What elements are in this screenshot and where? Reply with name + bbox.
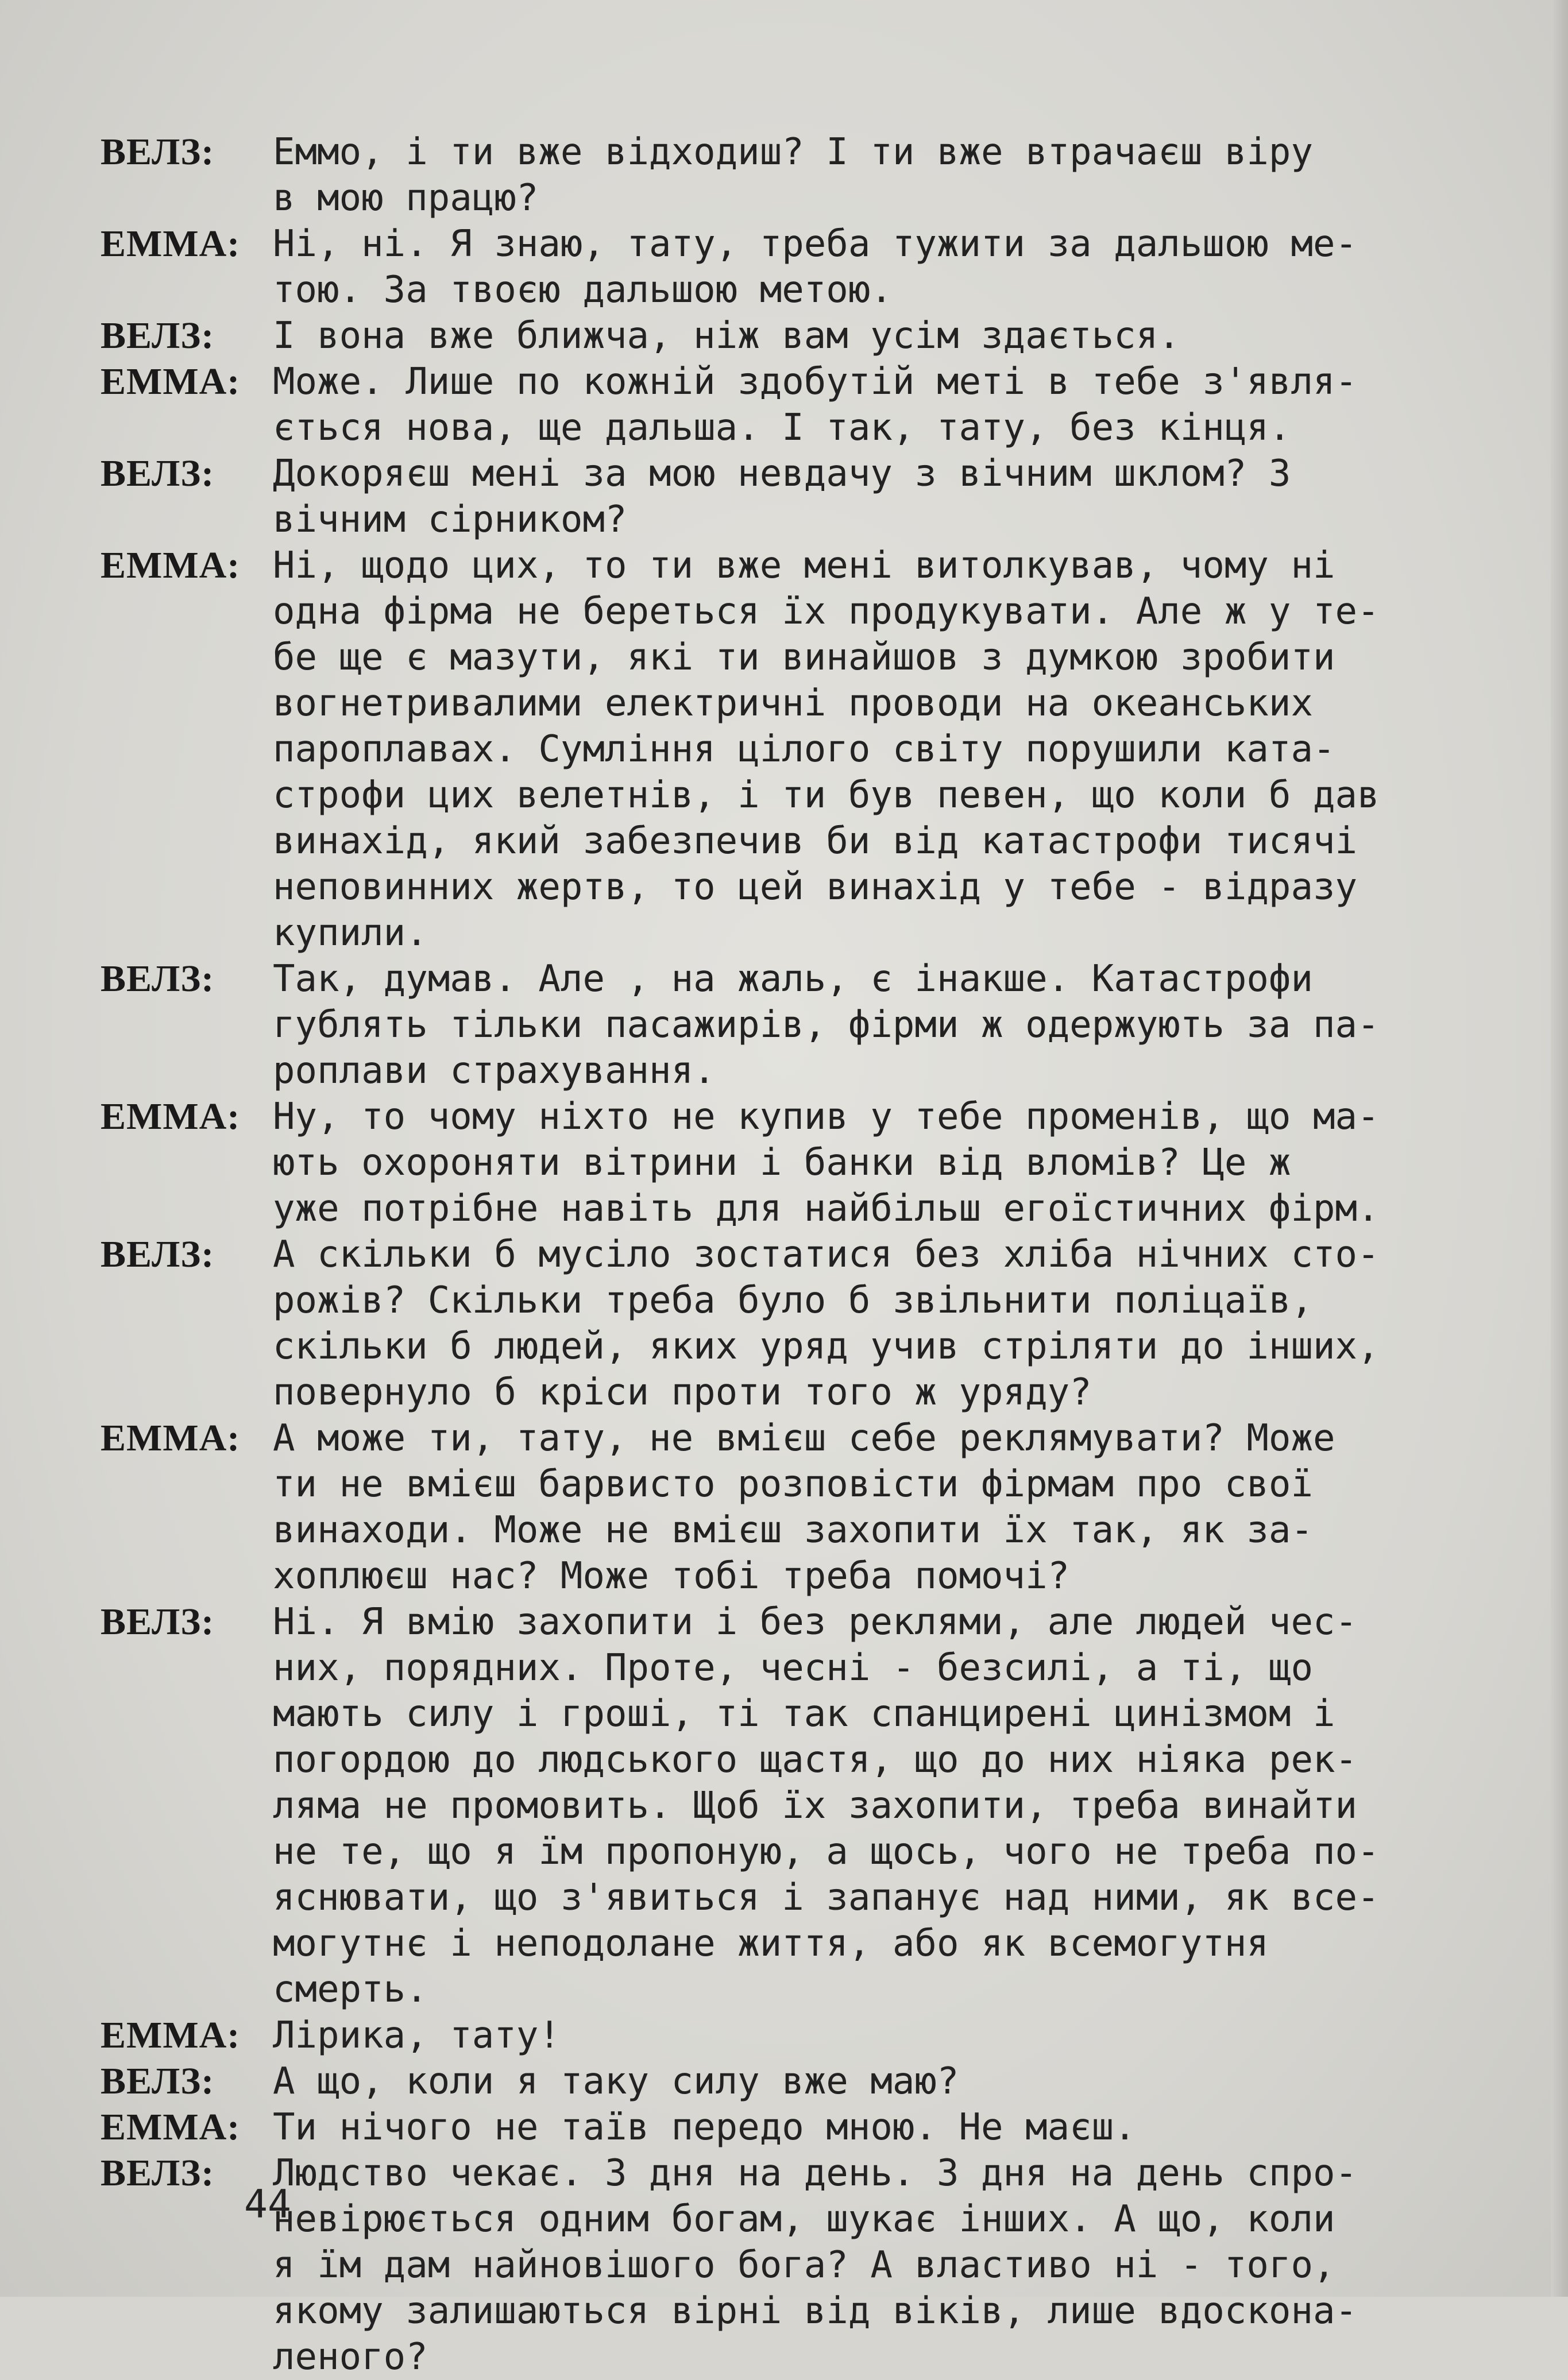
speech-line: невірюється одним богам, шукає інших. А що, коли: [273, 2198, 1335, 2240]
speaker-name: ЕММА:: [101, 544, 241, 586]
speech-line: яснювати, що з'явиться і запанує над ними, як все-: [273, 1876, 1380, 1919]
speech-line: Ти нічого не таїв передо мною. Не маєш.: [273, 2106, 1136, 2149]
speech-text: [273, 2104, 1490, 2150]
speech-line: вогнетривалими електричні проводи на океанських: [273, 682, 1313, 725]
speech-line: гублять тільки пасажирів, фірми ж одержують за па-: [273, 1004, 1380, 1046]
speech-text: [273, 129, 1490, 221]
speech-text: [273, 1094, 1490, 1232]
speech-line: бе ще є мазути, які ти винайшов з думкою зробити: [273, 636, 1335, 679]
speech-line: повернуло б кріси проти того ж уряду?: [273, 1371, 1092, 1414]
speaker-name: ВЕЛЗ:: [101, 958, 215, 1000]
speech-line: Докоряєш мені за мою невдачу з вічним шклом? З: [273, 452, 1291, 495]
speech-line: скільки б людей, яких уряд учив стріляти до інших,: [273, 1325, 1380, 1368]
speech-line: Еммо, і ти вже відходиш? І ти вже втрачаєш віру: [273, 131, 1313, 173]
speaker-name: ЕММА:: [101, 361, 241, 403]
speech-line: Ну, то чому ніхто не купив у тебе променів, що ма-: [273, 1096, 1380, 1138]
speech-text: [273, 1415, 1490, 1599]
dialogue-entry: [101, 2150, 1490, 2380]
speech-line: ють охороняти вітрини і банки від вломів? Це ж: [273, 1141, 1291, 1184]
speech-line: Ні. Я вмію захопити і без реклями, але людей чес-: [273, 1601, 1358, 1643]
speaker-name: ВЕЛЗ:: [101, 131, 215, 173]
speech-line: уже потрібне навіть для найбільш егоїстичних фірм.: [273, 1187, 1380, 1230]
speech-text: [273, 313, 1490, 359]
speaker-name: ЕММА:: [101, 2014, 241, 2056]
speech-text: [273, 359, 1490, 451]
dialogue-entry: [101, 543, 1490, 956]
speech-line: Людство чекає. З дня на день. З дня на день спро-: [273, 2152, 1358, 2195]
speaker-name: ВЕЛЗ:: [101, 1601, 215, 1643]
dialogue-block: [101, 129, 1490, 2380]
dialogue-entry: [101, 221, 1490, 313]
speech-line: тою. За твоєю дальшою метою.: [273, 269, 893, 311]
speech-line: ти не вмієш барвисто розповісти фірмам про свої: [273, 1463, 1313, 1506]
dialogue-entry: [101, 1599, 1490, 2013]
speech-text: [273, 451, 1490, 543]
speaker-name: ВЕЛЗ:: [101, 315, 215, 357]
speech-line: купили.: [273, 912, 428, 954]
speech-text: [273, 2150, 1490, 2380]
speaker-name: ВЕЛЗ:: [101, 452, 215, 494]
speaker-name: ЕММА:: [101, 223, 241, 265]
speech-line: я їм дам найновішого бога? А властиво ні - того,: [273, 2244, 1335, 2286]
speech-line: погордою до людського щастя, що до них ніяка рек-: [273, 1739, 1358, 1781]
dialogue-entry: [101, 359, 1490, 451]
speech-line: не те, що я їм пропоную, а щось, чого не треба по-: [273, 1831, 1380, 1873]
speech-line: неповинних жертв, то цей винахід у тебе - відразу: [273, 866, 1358, 908]
speech-line: Може. Лише по кожній здобутій меті в тебе з'явля-: [273, 361, 1358, 403]
speech-line: в мою працю?: [273, 177, 539, 219]
speech-line: мають силу і гроші, ті так спанцирені цинізмом і: [273, 1693, 1335, 1735]
speech-line: Ні, ні. Я знаю, тату, треба тужити за дальшою ме-: [273, 223, 1358, 265]
speaker-name: ВЕЛЗ:: [101, 2060, 215, 2102]
page-number: 44: [244, 2182, 291, 2227]
speech-line: роплави страхування.: [273, 1050, 716, 1092]
speech-text: [273, 1232, 1490, 1415]
speaker-name: ЕММА:: [101, 1417, 241, 1459]
speech-line: одна фірма не береться їх продукувати. Але ж у те-: [273, 590, 1380, 633]
speech-line: А що, коли я таку силу вже маю?: [273, 2060, 959, 2103]
speech-line: Так, думав. Але , на жаль, є інакше. Катастрофи: [273, 958, 1313, 1000]
dialogue-entry: [101, 1415, 1490, 1599]
speech-text: [273, 956, 1490, 1094]
dialogue-entry: [101, 956, 1490, 1094]
speech-line: леного?: [273, 2336, 428, 2378]
speech-line: ляма не промовить. Щоб їх захопити, треба винайти: [273, 1785, 1358, 1827]
speaker-name: ВЕЛЗ:: [101, 2152, 215, 2194]
speech-line: Лірика, тату!: [273, 2014, 561, 2057]
dialogue-entry: [101, 313, 1490, 359]
speech-line: Ні, щодо цих, то ти вже мені витолкував, чому ні: [273, 544, 1335, 587]
dialogue-entry: [101, 2104, 1490, 2150]
dialogue-entry: [101, 451, 1490, 543]
speech-text: [273, 221, 1490, 313]
speech-line: могутнє і неподолане життя, або як всемогутня: [273, 1922, 1269, 1965]
speech-line: рожів? Скільки треба було б звільнити поліцаїв,: [273, 1279, 1313, 1322]
dialogue-entry: [101, 1094, 1490, 1232]
speech-line: винахід, який забезпечив би від катастрофи тисячі: [273, 820, 1358, 862]
speech-line: вічним сірником?: [273, 498, 627, 541]
speech-line: І вона вже ближча, ніж вам усім здається.: [273, 315, 1180, 357]
speech-text: [273, 2058, 1490, 2104]
speaker-name: ЕММА:: [101, 1096, 241, 1137]
speech-line: хоплюєш нас? Може тобі треба помочі?: [273, 1555, 1070, 1597]
speech-text: [273, 1599, 1490, 2013]
speech-line: строфи цих велетнів, і ти був певен, що коли б дав: [273, 774, 1380, 816]
speech-line: винаходи. Може не вмієш захопити їх так, як за-: [273, 1509, 1313, 1551]
page-edge-shadow: [1551, 0, 1568, 2297]
speaker-name: ЕММА:: [101, 2106, 241, 2148]
speech-text: [273, 543, 1490, 956]
dialogue-entry: [101, 1232, 1490, 1415]
dialogue-entry: [101, 2058, 1490, 2104]
speech-line: смерть.: [273, 1968, 428, 2011]
speech-line: А скільки б мусіло зостатися без хліба нічних сто-: [273, 1233, 1380, 1276]
dialogue-entry: [101, 129, 1490, 221]
speech-line: якому залишаються вірні від віків, лише вдоскона-: [273, 2290, 1358, 2332]
speech-line: ється нова, ще дальша. І так, тату, без кінця.: [273, 407, 1291, 449]
speech-line: них, порядних. Проте, чесні - безсилі, а ті, що: [273, 1647, 1313, 1689]
dialogue-entry: [101, 2013, 1490, 2058]
speech-line: пароплавах. Сумління цілого світу порушили ката-: [273, 728, 1335, 771]
speaker-name: ВЕЛЗ:: [101, 1233, 215, 1275]
speech-text: [273, 2013, 1490, 2058]
speech-line: А може ти, тату, не вмієш себе реклямувати? Може: [273, 1417, 1335, 1460]
